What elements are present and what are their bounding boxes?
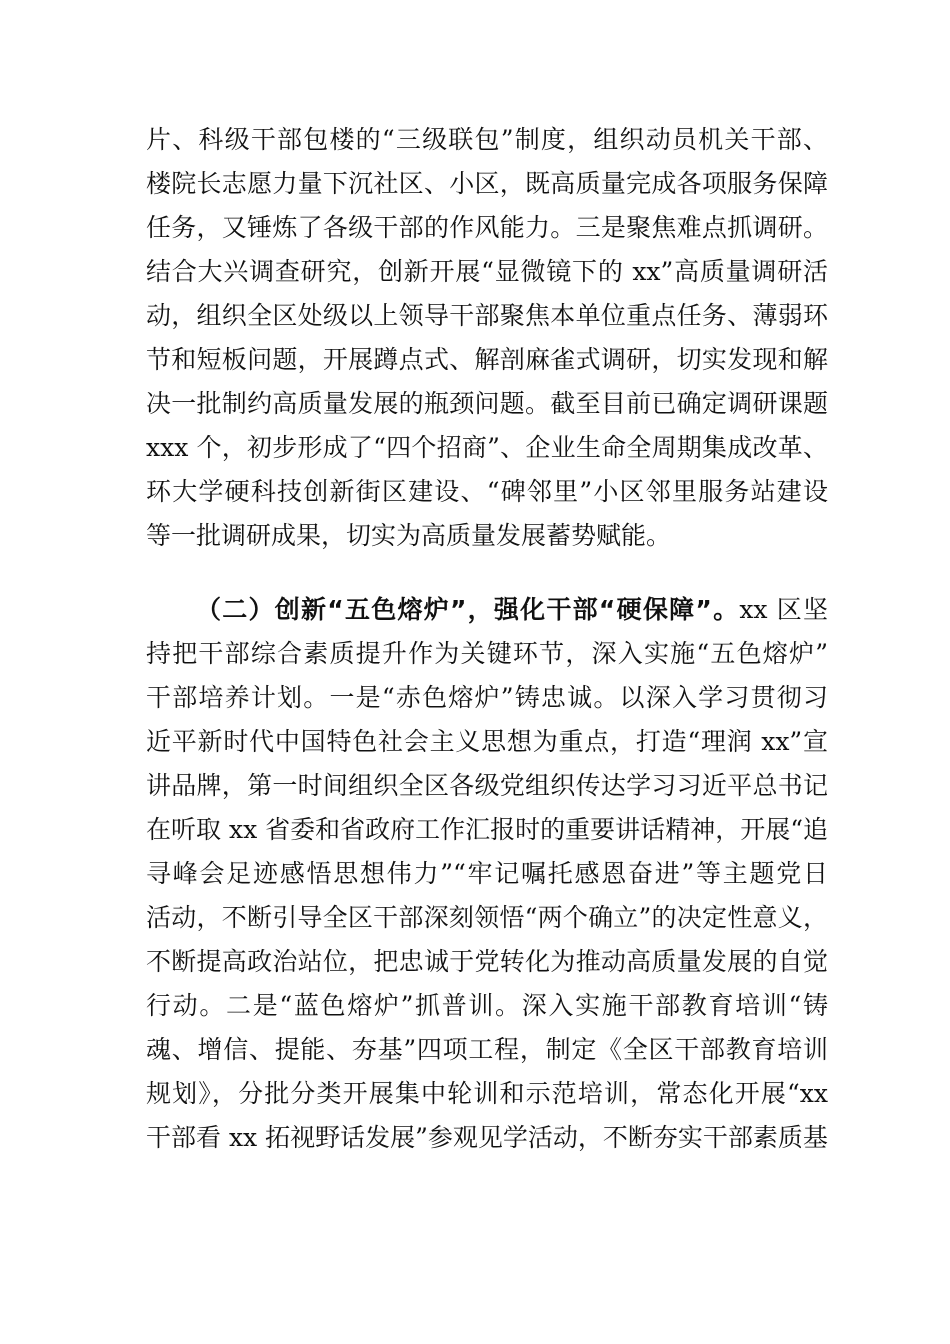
text-line: 动，组织全区处级以上领导干部聚焦本单位重点任务、薄弱环 <box>146 301 828 330</box>
text-line: 环大学硬科技创新街区建设、“碑邻里”小区邻里服务站建设 <box>146 477 828 506</box>
text-line: 魂、增信、提能、夯基”四项工程，制定《全区干部教育培训 <box>146 1035 828 1064</box>
text-line: 寻峰会足迹感悟思想伟力”“牢记嘱托感恩奋进”等主题党日 <box>146 859 828 888</box>
text-line: 不断提高政治站位，把忠诚于党转化为推动高质量发展的自觉 <box>146 947 828 976</box>
section-heading-line <box>146 588 828 632</box>
text-line: xxx 个，初步形成了“四个招商”、企业生命全周期集成改革、 <box>146 433 828 462</box>
text-line: 任务，又锤炼了各级干部的作风能力。三是聚焦难点抓调研。 <box>146 213 828 242</box>
text-line: 片、科级干部包楼的“三级联包”制度，组织动员机关干部、 <box>146 125 828 154</box>
text-line: 行动。二是“蓝色熔炉”抓普训。深入实施干部教育培训“铸 <box>146 991 828 1020</box>
text-line: 规划》，分批分类开展集中轮训和示范培训，常态化开展“xx <box>146 1079 828 1108</box>
heading-line-continuation: xx 区坚 <box>739 595 828 624</box>
text-line: 等一批调研成果，切实为高质量发展蓄势赋能。 <box>146 521 672 550</box>
paragraph-continued <box>146 118 828 558</box>
text-line: 干部培养计划。一是“赤色熔炉”铸忠诚。以深入学习贯彻习 <box>146 683 828 712</box>
text-line: 在听取 xx 省委和省政府工作汇报时的重要讲话精神，开展“追 <box>146 815 828 844</box>
text-line: 持把干部综合素质提升作为关键环节，深入实施“五色熔炉” <box>146 639 828 668</box>
section-two-paragraph <box>146 588 828 1160</box>
text-line: 讲品牌，第一时间组织全区各级党组织传达学习习近平总书记 <box>146 771 828 800</box>
text-line: 活动，不断引导全区干部深刻领悟“两个确立”的决定性意义， <box>146 903 828 932</box>
text-line: 楼院长志愿力量下沉社区、小区，既高质量完成各项服务保障 <box>146 169 828 198</box>
text-line: 结合大兴调查研究，创新开展“显微镜下的 xx”高质量调研活 <box>146 257 828 286</box>
text-line: 决一批制约高质量发展的瓶颈问题。截至目前已确定调研课题 <box>146 389 828 418</box>
section-heading: （二）创新“五色熔炉”，强化干部“硬保障”。 <box>196 595 740 624</box>
text-line: 节和短板问题，开展蹲点式、解剖麻雀式调研，切实发现和解 <box>146 345 828 374</box>
text-line: 近平新时代中国特色社会主义思想为重点，打造“理润 xx”宣 <box>146 727 828 756</box>
text-line: 干部看 xx 拓视野话发展”参观见学活动，不断夯实干部素质基 <box>146 1123 828 1152</box>
